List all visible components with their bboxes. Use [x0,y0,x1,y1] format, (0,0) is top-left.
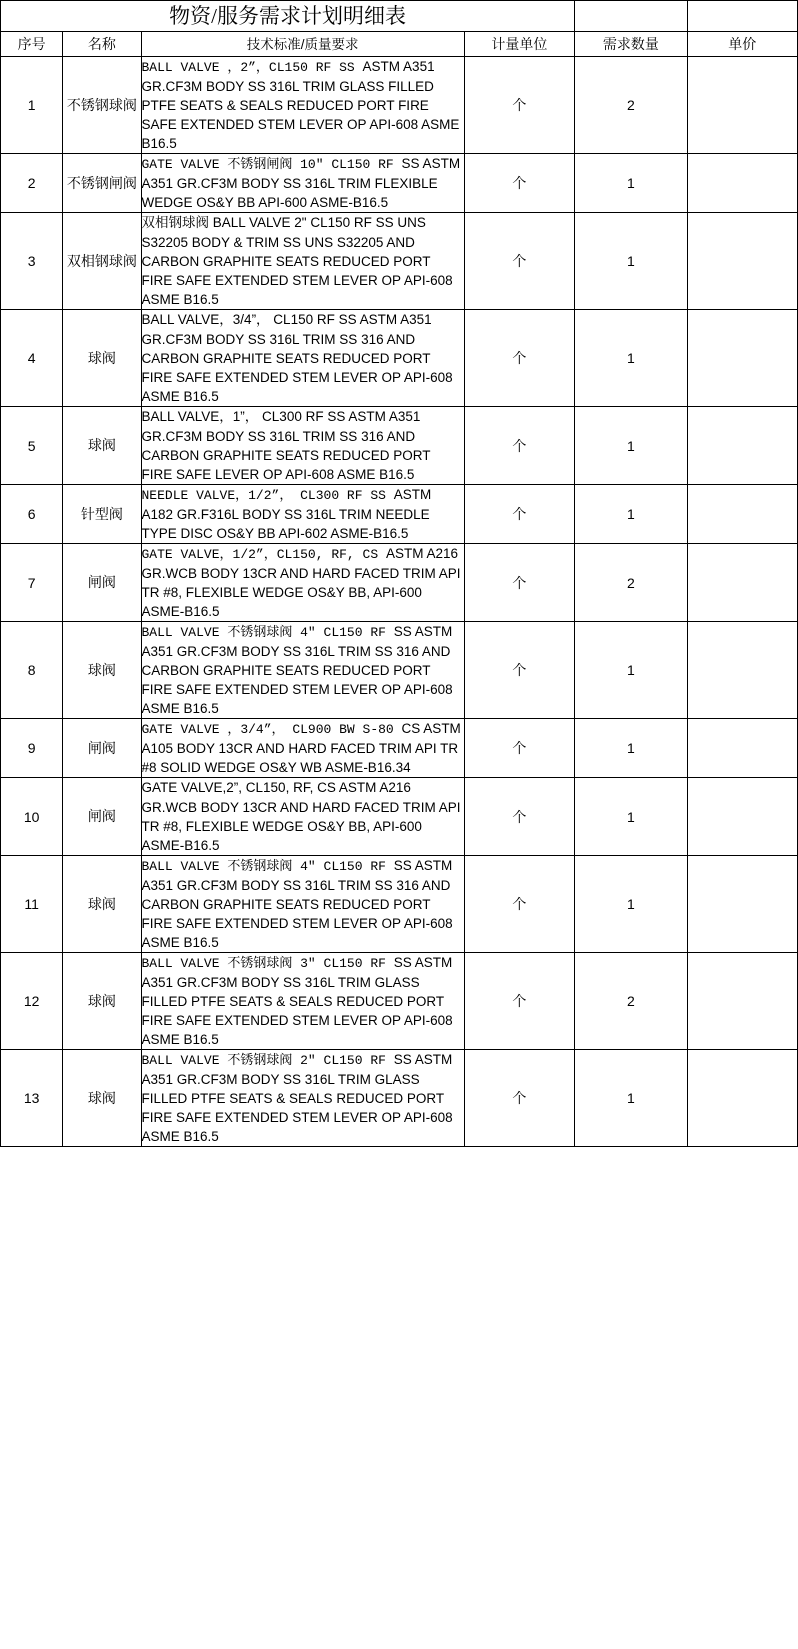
cell-unit: 个 [464,622,574,719]
cell-price [687,407,797,485]
table-row [1,310,798,407]
cell-unit: 个 [464,953,574,1050]
cell-unit: 个 [464,213,574,310]
cell-qty: 1 [575,485,687,544]
cell-qty: 2 [575,57,687,154]
cell-qty: 1 [575,154,687,213]
table-row [1,154,798,213]
cell-price [687,310,797,407]
cell-name: 不锈钢球阀 [63,57,141,154]
spec-rest-text: ASTM A182 GR.F316L BODY SS 316L TRIM NEEDLE TYPE DISC OS&Y BB API-602 ASME-B16.5 [141,487,432,541]
cell-unit: 个 [464,778,574,856]
cell-price [687,1050,797,1147]
cell-qty: 1 [575,622,687,719]
table-row [1,407,798,485]
header-row [1,32,798,57]
spec-lead-text: GATE VALVE 不锈钢闸阀 10" CL150 RF [141,157,402,172]
spec-rest-text: BALL VALVE，3/4”， CL150 RF SS ASTM A351 GR.CF3M BODY SS 316L TRIM SS 316 AND CARBON GRAPHITE SEATS REDUCED PORT FIRE SAFE EXTENDED STEM LEVER OP API-608 ASME B16.5 [141,312,453,404]
cell-qty: 2 [575,953,687,1050]
cell-price [687,57,797,154]
cell-unit: 个 [464,57,574,154]
cell-spec [141,778,464,856]
table-row [1,57,798,154]
cell-no: 1 [1,57,63,154]
table-row [1,485,798,544]
cell-spec [141,407,464,485]
table-row [1,544,798,622]
cell-price [687,953,797,1050]
cell-no: 9 [1,719,63,778]
cell-name: 双相钢球阀 [63,213,141,310]
spec-lead-text: BALL VALVE 不锈钢球阀 4" CL150 RF [141,625,394,640]
spec-rest-text: SS ASTM A351 GR.CF3M BODY SS 316L TRIM SS 316 AND CARBON GRAPHITE SEATS REDUCED PORT FIRE SAFE EXTENDED STEM LEVER OP API-608 ASME B16.5 [141,858,453,950]
column-header-qty: 需求数量 [575,32,687,57]
table-row [1,778,798,856]
spec-rest-text: BALL VALVE，1”， CL300 RF SS ASTM A351 GR.CF3M BODY SS 316L TRIM SS 316 AND CARBON GRAPHITE SEATS REDUCED PORT FIRE SAFE LEVER OP API-608 ASME B16.5 [141,409,431,482]
cell-no: 7 [1,544,63,622]
cell-unit: 个 [464,485,574,544]
spec-lead-text: BALL VALVE 不锈钢球阀 2" CL150 RF [141,1053,394,1068]
cell-price [687,622,797,719]
cell-no: 11 [1,856,63,953]
cell-unit: 个 [464,310,574,407]
column-header-price: 单价 [687,32,797,57]
cell-unit: 个 [464,544,574,622]
title-blank-cell-1 [575,1,687,32]
cell-qty: 1 [575,213,687,310]
cell-spec [141,719,464,778]
spec-rest-text: SS ASTM A351 GR.CF3M BODY SS 316L TRIM SS 316 AND CARBON GRAPHITE SEATS REDUCED PORT FIRE SAFE EXTENDED STEM LEVER OP API-608 ASME B16.5 [141,624,453,716]
spec-lead-text: GATE VALVE ，3/4”， CL900 BW S-80 [141,722,402,737]
table-row [1,622,798,719]
cell-spec [141,1050,464,1147]
page-title: 物资/服务需求计划明细表 [1,1,575,32]
table-row [1,213,798,310]
spec-lead-text: BALL VALVE ，2”，CL150 RF SS [141,60,363,75]
table-row [1,953,798,1050]
cell-unit: 个 [464,856,574,953]
cell-name: 球阀 [63,622,141,719]
spec-rest-text: GATE VALVE,2”, CL150, RF, CS ASTM A216 GR.WCB BODY 13CR AND HARD FACED TRIM API TR #8, FLEXIBLE WEDGE OS&Y BB, API-600 ASME-B16.5 [141,780,461,853]
spec-rest-text: 双相钢球阀 BALL VALVE 2" CL150 RF SS UNS S32205 BODY & TRIM SS UNS S32205 AND CARBON GRAPHITE SEATS REDUCED PORT FIRE SAFE EXTENDED STEM LEVER OP API-608 ASME B16.5 [141,215,453,307]
cell-no: 3 [1,213,63,310]
cell-qty: 1 [575,856,687,953]
spec-rest-text: SS ASTM A351 GR.CF3M BODY SS 316L TRIM GLASS FILLED PTFE SEATS & SEALS REDUCED PORT FIRE SAFE EXTENDED STEM LEVER OP API-608 ASME B16.5 [141,1052,453,1144]
cell-unit: 个 [464,719,574,778]
spec-lead-text: NEEDLE VALVE，1/2”， CL300 RF SS [141,488,394,503]
cell-price [687,213,797,310]
cell-spec [141,544,464,622]
title-blank-cell-2 [687,1,797,32]
cell-name: 闸阀 [63,719,141,778]
table-row [1,856,798,953]
cell-name: 闸阀 [63,544,141,622]
cell-no: 6 [1,485,63,544]
cell-unit: 个 [464,407,574,485]
cell-no: 2 [1,154,63,213]
cell-price [687,856,797,953]
cell-spec [141,213,464,310]
cell-name: 针型阀 [63,485,141,544]
cell-price [687,154,797,213]
table-row [1,719,798,778]
cell-no: 13 [1,1050,63,1147]
cell-no: 10 [1,778,63,856]
cell-qty: 1 [575,310,687,407]
cell-price [687,544,797,622]
cell-price [687,485,797,544]
spec-lead-text: BALL VALVE 不锈钢球阀 4" CL150 RF [141,859,394,874]
cell-spec [141,953,464,1050]
cell-name: 球阀 [63,1050,141,1147]
column-header-name: 名称 [63,32,141,57]
title-row [1,1,798,32]
cell-spec [141,622,464,719]
spec-lead-text: GATE VALVE，1/2”，CL150, RF, CS [141,547,386,562]
cell-name: 球阀 [63,856,141,953]
table-body [1,1,798,1147]
cell-name: 不锈钢闸阀 [63,154,141,213]
cell-unit: 个 [464,154,574,213]
cell-qty: 2 [575,544,687,622]
cell-qty: 1 [575,719,687,778]
table-row [1,1050,798,1147]
cell-spec [141,856,464,953]
cell-no: 8 [1,622,63,719]
cell-qty: 1 [575,778,687,856]
cell-no: 12 [1,953,63,1050]
cell-spec [141,57,464,154]
cell-no: 4 [1,310,63,407]
spec-rest-text: SS ASTM A351 GR.CF3M BODY SS 316L TRIM FLEXIBLE WEDGE OS&Y BB API-600 ASME-B16.5 [141,156,461,210]
cell-name: 闸阀 [63,778,141,856]
cell-name: 球阀 [63,310,141,407]
spec-lead-text: BALL VALVE 不锈钢球阀 3" CL150 RF [141,956,394,971]
cell-spec [141,154,464,213]
column-header-spec: 技术标准/质量要求 [141,32,464,57]
cell-name: 球阀 [63,407,141,485]
cell-qty: 1 [575,407,687,485]
column-header-unit: 计量单位 [464,32,574,57]
cell-unit: 个 [464,1050,574,1147]
cell-spec [141,485,464,544]
cell-no: 5 [1,407,63,485]
spec-rest-text: CS ASTM A105 BODY 13CR AND HARD FACED TRIM API TR #8 SOLID WEDGE OS&Y WB ASME-B16.34 [141,721,461,775]
cell-price [687,778,797,856]
spec-rest-text: ASTM A216 GR.WCB BODY 13CR AND HARD FACED TRIM API TR #8, FLEXIBLE WEDGE OS&Y BB, API-600 ASME-B16.5 [141,546,461,619]
column-header-no: 序号 [1,32,63,57]
spec-rest-text: SS ASTM A351 GR.CF3M BODY SS 316L TRIM GLASS FILLED PTFE SEATS & SEALS REDUCED PORT FIRE SAFE EXTENDED STEM LEVER OP API-608 ASME B16.5 [141,955,453,1047]
cell-spec [141,310,464,407]
cell-price [687,719,797,778]
spec-rest-text: ASTM A351 GR.CF3M BODY SS 316L TRIM GLASS FILLED PTFE SEATS & SEALS REDUCED PORT FIRE SAFE EXTENDED STEM LEVER OP API-608 ASME B16.5 [141,59,460,151]
cell-qty: 1 [575,1050,687,1147]
cell-name: 球阀 [63,953,141,1050]
